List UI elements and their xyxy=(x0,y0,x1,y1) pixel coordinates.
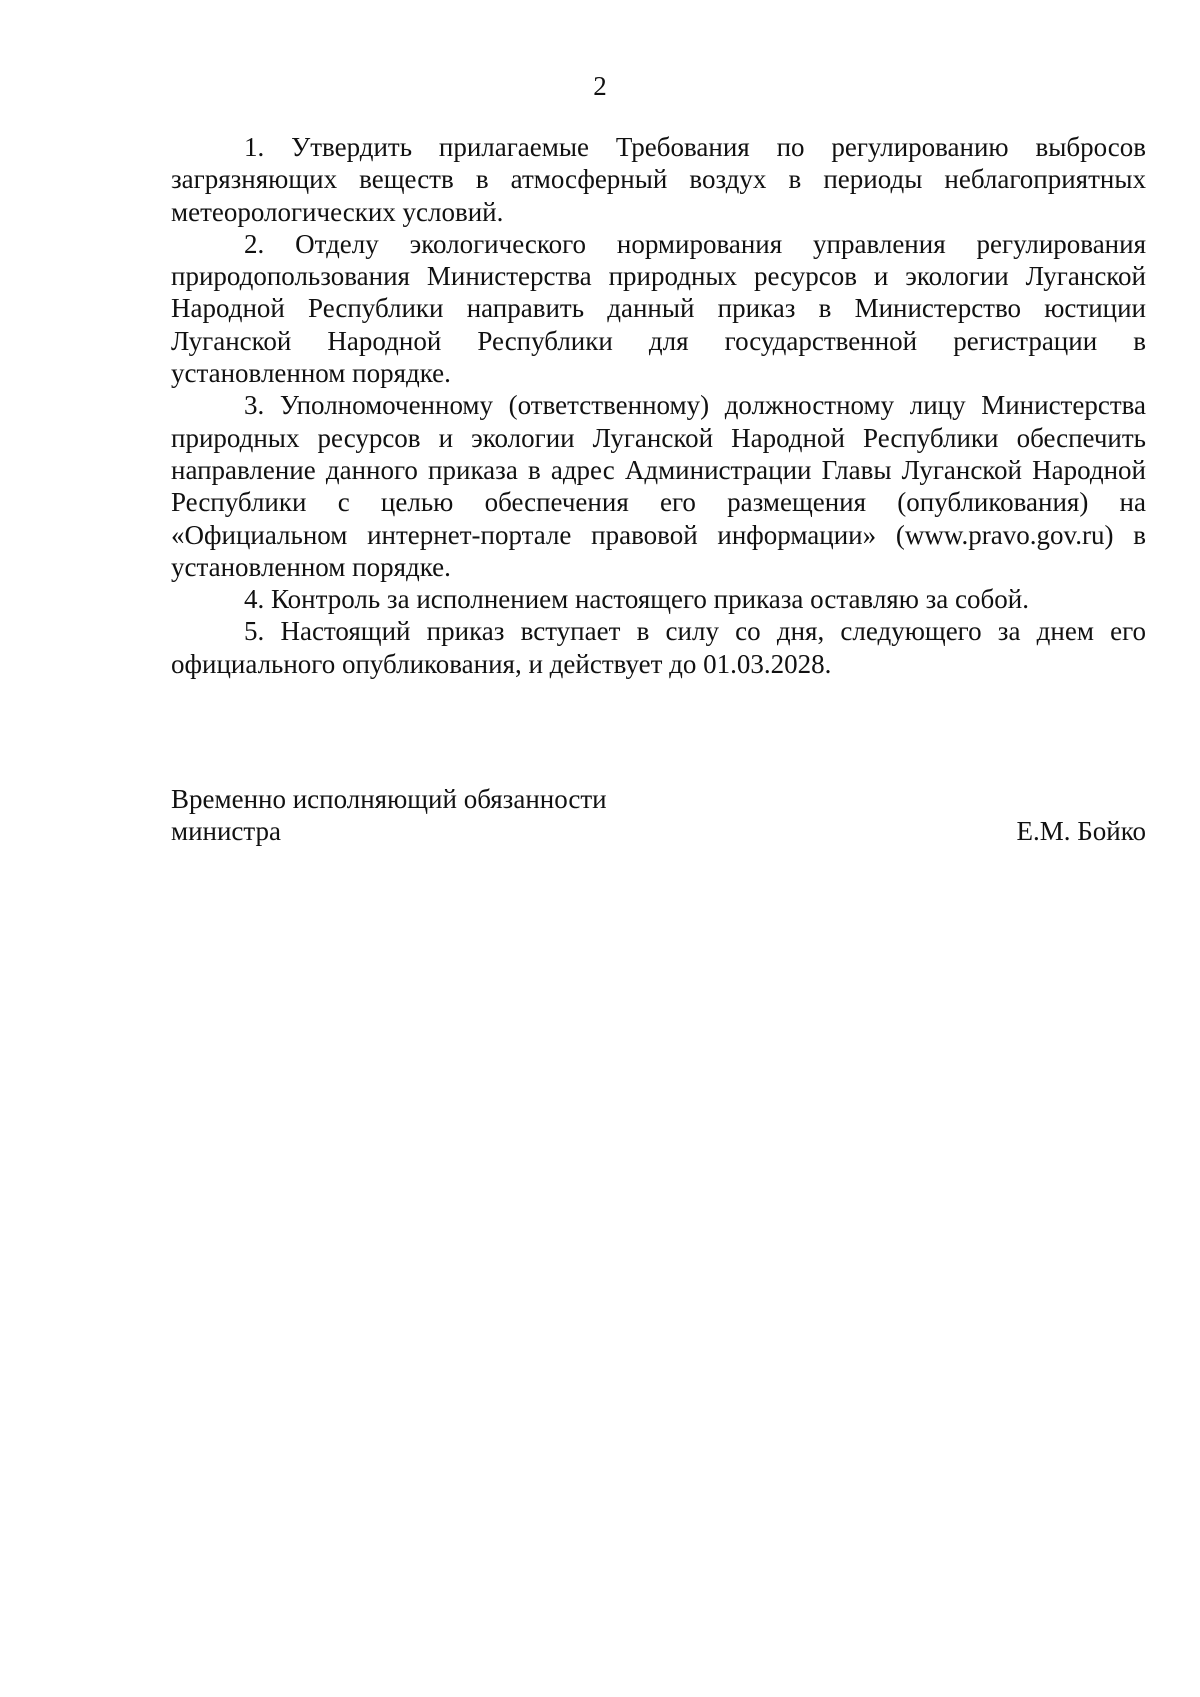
page-number: 2 xyxy=(593,71,607,101)
order-body xyxy=(171,131,1146,680)
paragraph-item-1: 1. Утвердить прилагаемые Требования по регулированию выбросов загрязняющих веществ в атмосферный воздух в периоды неблагоприятных метеорологических условий. xyxy=(171,132,1146,227)
signature-line-2 xyxy=(171,815,1146,847)
signatory-name: Е.М. Бойко xyxy=(1016,816,1146,847)
paragraph-item-4: 4. Контроль за исполнением настоящего приказа оставляю за собой. xyxy=(244,584,1029,615)
signature-block xyxy=(171,783,1146,848)
paragraph-item-5: 5. Настоящий приказ вступает в силу со дня, следующего за днем его официального опубликования, и действует до 01.03.2028. xyxy=(171,616,1146,679)
signatory-position: Временно исполняющий обязанности xyxy=(171,784,607,814)
signature-line-1 xyxy=(171,783,1146,815)
paragraph-item-2: 2. Отделу экологического нормирования управления регулирования природопользования Министерства природных ресурсов и экологии Луганской Народной Республики направить данный приказ в Министерство юстиции Луганской Народной Республики для государственной регистрации в установленном порядке. xyxy=(171,228,1146,389)
signatory-position-continued: министра xyxy=(171,816,282,847)
paragraph-item-3: 3. Уполномоченному (ответственному) должностному лицу Министерства природных ресурсов и экологии Луганской Народной Республики обеспечить направление данного приказа в адрес Администрации Главы Луганской Народной Республики с целью обеспечения его размещения (опубликования) на «Официальном интернет-портале правовой информации» (www.pravo.gov.ru) в установленном порядке. xyxy=(171,390,1146,582)
